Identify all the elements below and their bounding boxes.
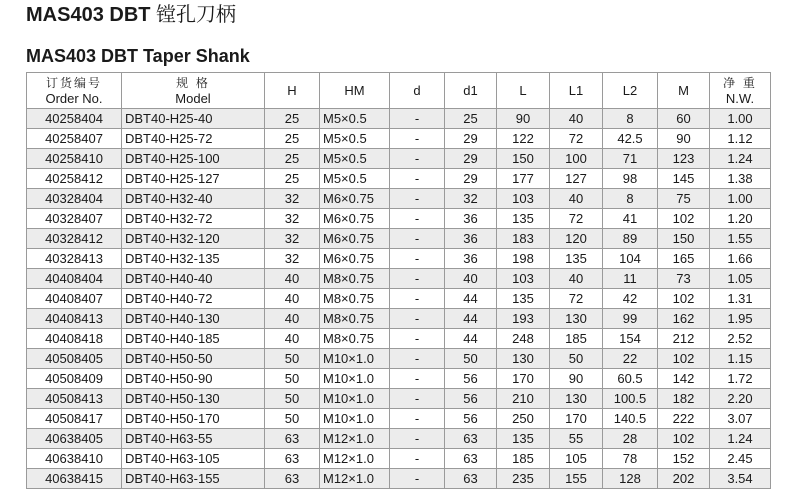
cell-l2: 100.5 (603, 389, 658, 409)
cell-nw: 1.15 (710, 349, 771, 369)
cell-nw: 1.95 (710, 309, 771, 329)
cell-m: 162 (658, 309, 710, 329)
table-row (27, 429, 771, 449)
cell-hm: M12×1.0 (320, 429, 390, 449)
cell-l1: 72 (550, 129, 603, 149)
cell-d: - (390, 469, 445, 489)
cell-nw: 1.72 (710, 369, 771, 389)
header-l: L (497, 73, 550, 109)
cell-d1: 25 (445, 109, 497, 129)
cell-d1: 50 (445, 349, 497, 369)
cell-l: 183 (497, 229, 550, 249)
cell-d: - (390, 289, 445, 309)
cell-d1: 63 (445, 469, 497, 489)
cell-order-no: 40408404 (27, 269, 122, 289)
header-h: H (265, 73, 320, 109)
cell-l1: 40 (550, 189, 603, 209)
cell-model: DBT40-H50-50 (122, 349, 265, 369)
cell-d: - (390, 269, 445, 289)
cell-d1: 56 (445, 409, 497, 429)
cell-m: 202 (658, 469, 710, 489)
header-d: d (390, 73, 445, 109)
cell-hm: M10×1.0 (320, 369, 390, 389)
cell-d1: 56 (445, 389, 497, 409)
cell-order-no: 40258410 (27, 149, 122, 169)
cell-d: - (390, 369, 445, 389)
cell-d1: 36 (445, 249, 497, 269)
cell-l2: 89 (603, 229, 658, 249)
cell-nw: 3.54 (710, 469, 771, 489)
cell-model: DBT40-H50-130 (122, 389, 265, 409)
cell-hm: M5×0.5 (320, 129, 390, 149)
cell-l2: 78 (603, 449, 658, 469)
cell-nw: 2.52 (710, 329, 771, 349)
cell-model: DBT40-H32-120 (122, 229, 265, 249)
cell-d: - (390, 129, 445, 149)
cell-d1: 44 (445, 329, 497, 349)
cell-l1: 100 (550, 149, 603, 169)
cell-hm: M8×0.75 (320, 289, 390, 309)
cell-d1: 32 (445, 189, 497, 209)
cell-m: 60 (658, 109, 710, 129)
cell-nw: 1.24 (710, 149, 771, 169)
cell-hm: M6×0.75 (320, 189, 390, 209)
cell-model: DBT40-H25-40 (122, 109, 265, 129)
table-row (27, 109, 771, 129)
cell-l2: 42 (603, 289, 658, 309)
cell-l: 103 (497, 189, 550, 209)
cell-h: 32 (265, 229, 320, 249)
cell-hm: M10×1.0 (320, 349, 390, 369)
cell-d1: 44 (445, 289, 497, 309)
table-row (27, 129, 771, 149)
cell-l: 122 (497, 129, 550, 149)
cell-m: 152 (658, 449, 710, 469)
cell-h: 50 (265, 349, 320, 369)
cell-l: 185 (497, 449, 550, 469)
cell-nw: 1.00 (710, 109, 771, 129)
cell-order-no: 40328404 (27, 189, 122, 209)
cell-l: 193 (497, 309, 550, 329)
cell-m: 102 (658, 429, 710, 449)
cell-m: 123 (658, 149, 710, 169)
header-order-cn: 订货编号 (45, 75, 102, 90)
cell-l: 103 (497, 269, 550, 289)
cell-h: 32 (265, 189, 320, 209)
cell-nw: 1.12 (710, 129, 771, 149)
cell-d: - (390, 249, 445, 269)
table-row (27, 449, 771, 469)
cell-d: - (390, 409, 445, 429)
cell-l1: 40 (550, 269, 603, 289)
cell-h: 40 (265, 269, 320, 289)
cell-l1: 50 (550, 349, 603, 369)
cell-l: 198 (497, 249, 550, 269)
cell-l2: 98 (603, 169, 658, 189)
cell-model: DBT40-H25-72 (122, 129, 265, 149)
cell-m: 102 (658, 209, 710, 229)
cell-hm: M6×0.75 (320, 229, 390, 249)
cell-hm: M12×1.0 (320, 469, 390, 489)
cell-l1: 170 (550, 409, 603, 429)
cell-d: - (390, 389, 445, 409)
cell-d: - (390, 449, 445, 469)
cell-m: 73 (658, 269, 710, 289)
cell-h: 63 (265, 449, 320, 469)
cell-model: DBT40-H32-40 (122, 189, 265, 209)
cell-l2: 104 (603, 249, 658, 269)
table-row (27, 249, 771, 269)
cell-order-no: 40508405 (27, 349, 122, 369)
cell-nw: 1.31 (710, 289, 771, 309)
cell-d1: 63 (445, 429, 497, 449)
cell-order-no: 40328407 (27, 209, 122, 229)
cell-m: 90 (658, 129, 710, 149)
cell-nw: 1.66 (710, 249, 771, 269)
cell-order-no: 40408413 (27, 309, 122, 329)
cell-l1: 90 (550, 369, 603, 389)
cell-l2: 71 (603, 149, 658, 169)
cell-model: DBT40-H40-40 (122, 269, 265, 289)
cell-h: 25 (265, 169, 320, 189)
cell-d1: 56 (445, 369, 497, 389)
cell-m: 145 (658, 169, 710, 189)
cell-d: - (390, 149, 445, 169)
table-row (27, 389, 771, 409)
cell-l: 130 (497, 349, 550, 369)
cell-d: - (390, 309, 445, 329)
header-nw-cn: 净 重 (723, 75, 757, 90)
cell-order-no: 40258412 (27, 169, 122, 189)
cell-h: 25 (265, 149, 320, 169)
table-row (27, 269, 771, 289)
table-header (27, 73, 771, 109)
cell-hm: M5×0.5 (320, 169, 390, 189)
cell-order-no: 40508409 (27, 369, 122, 389)
cell-l1: 105 (550, 449, 603, 469)
cell-m: 212 (658, 329, 710, 349)
table-row (27, 289, 771, 309)
cell-l2: 99 (603, 309, 658, 329)
cell-l1: 155 (550, 469, 603, 489)
table-row (27, 309, 771, 329)
cell-nw: 1.00 (710, 189, 771, 209)
table-row (27, 349, 771, 369)
cell-h: 63 (265, 469, 320, 489)
cell-l: 135 (497, 429, 550, 449)
header-nw-en: N.W. (725, 90, 755, 106)
cell-nw: 1.55 (710, 229, 771, 249)
cell-model: DBT40-H25-100 (122, 149, 265, 169)
cell-nw: 3.07 (710, 409, 771, 429)
cell-m: 150 (658, 229, 710, 249)
table-row (27, 229, 771, 249)
cell-l2: 42.5 (603, 129, 658, 149)
cell-nw: 2.45 (710, 449, 771, 469)
cell-l2: 140.5 (603, 409, 658, 429)
table-row (27, 209, 771, 229)
cell-l2: 128 (603, 469, 658, 489)
cell-l: 210 (497, 389, 550, 409)
cell-l2: 11 (603, 269, 658, 289)
cell-l1: 72 (550, 209, 603, 229)
cell-l1: 185 (550, 329, 603, 349)
table-row (27, 169, 771, 189)
cell-d1: 29 (445, 169, 497, 189)
table-row (27, 409, 771, 429)
cell-hm: M6×0.75 (320, 209, 390, 229)
cell-model: DBT40-H63-105 (122, 449, 265, 469)
cell-d: - (390, 109, 445, 129)
cell-order-no: 40328413 (27, 249, 122, 269)
header-model-en: Model (175, 90, 211, 106)
cell-h: 32 (265, 209, 320, 229)
cell-l2: 22 (603, 349, 658, 369)
cell-h: 40 (265, 289, 320, 309)
cell-hm: M5×0.5 (320, 109, 390, 129)
cell-order-no: 40638405 (27, 429, 122, 449)
cell-model: DBT40-H40-185 (122, 329, 265, 349)
cell-d1: 44 (445, 309, 497, 329)
cell-d1: 36 (445, 209, 497, 229)
header-nw (710, 73, 771, 109)
cell-d1: 63 (445, 449, 497, 469)
table-row (27, 189, 771, 209)
table-body (27, 109, 771, 489)
cell-l: 135 (497, 289, 550, 309)
cell-hm: M8×0.75 (320, 309, 390, 329)
cell-order-no: 40638410 (27, 449, 122, 469)
table-row (27, 369, 771, 389)
cell-l2: 28 (603, 429, 658, 449)
cell-d: - (390, 329, 445, 349)
title-model-code: MAS403 DBT (26, 4, 151, 26)
cell-nw: 1.38 (710, 169, 771, 189)
cell-l: 135 (497, 209, 550, 229)
cell-hm: M5×0.5 (320, 149, 390, 169)
cell-nw: 1.05 (710, 269, 771, 289)
cell-l: 150 (497, 149, 550, 169)
cell-hm: M8×0.75 (320, 269, 390, 289)
cell-l1: 55 (550, 429, 603, 449)
cell-nw: 1.24 (710, 429, 771, 449)
cell-d1: 36 (445, 229, 497, 249)
cell-model: DBT40-H25-127 (122, 169, 265, 189)
cell-l: 235 (497, 469, 550, 489)
cell-l: 250 (497, 409, 550, 429)
cell-d1: 40 (445, 269, 497, 289)
cell-d1: 29 (445, 149, 497, 169)
cell-model: DBT40-H50-90 (122, 369, 265, 389)
cell-l1: 127 (550, 169, 603, 189)
cell-nw: 2.20 (710, 389, 771, 409)
cell-nw: 1.20 (710, 209, 771, 229)
cell-l: 90 (497, 109, 550, 129)
cell-hm: M8×0.75 (320, 329, 390, 349)
header-order-en: Order No. (45, 90, 103, 106)
cell-d: - (390, 349, 445, 369)
cell-m: 75 (658, 189, 710, 209)
cell-h: 25 (265, 129, 320, 149)
cell-h: 63 (265, 429, 320, 449)
cell-l1: 120 (550, 229, 603, 249)
header-m: M (658, 73, 710, 109)
cell-l2: 8 (603, 189, 658, 209)
cell-l2: 8 (603, 109, 658, 129)
page-subtitle: MAS403 DBT Taper Shank (26, 46, 250, 66)
cell-model: DBT40-H40-72 (122, 289, 265, 309)
cell-l1: 130 (550, 389, 603, 409)
cell-order-no: 40258404 (27, 109, 122, 129)
cell-order-no: 40408418 (27, 329, 122, 349)
cell-m: 102 (658, 349, 710, 369)
cell-d: - (390, 169, 445, 189)
cell-l: 248 (497, 329, 550, 349)
cell-model: DBT40-H63-55 (122, 429, 265, 449)
cell-l1: 72 (550, 289, 603, 309)
cell-d1: 29 (445, 129, 497, 149)
cell-l: 170 (497, 369, 550, 389)
cell-m: 102 (658, 289, 710, 309)
cell-m: 182 (658, 389, 710, 409)
cell-d: - (390, 429, 445, 449)
table-row (27, 149, 771, 169)
table-row (27, 469, 771, 489)
cell-d: - (390, 209, 445, 229)
cell-l1: 130 (550, 309, 603, 329)
cell-hm: M10×1.0 (320, 409, 390, 429)
cell-model: DBT40-H40-130 (122, 309, 265, 329)
cell-h: 40 (265, 329, 320, 349)
page-title (26, 2, 236, 27)
cell-model: DBT40-H63-155 (122, 469, 265, 489)
cell-h: 50 (265, 409, 320, 429)
cell-d: - (390, 229, 445, 249)
cell-hm: M6×0.75 (320, 249, 390, 269)
cell-l2: 60.5 (603, 369, 658, 389)
cell-hm: M12×1.0 (320, 449, 390, 469)
header-hm: HM (320, 73, 390, 109)
cell-model: DBT40-H50-170 (122, 409, 265, 429)
cell-hm: M10×1.0 (320, 389, 390, 409)
header-order-no (27, 73, 122, 109)
cell-l1: 135 (550, 249, 603, 269)
table-row (27, 329, 771, 349)
cell-model: DBT40-H32-135 (122, 249, 265, 269)
header-model-cn: 规 格 (176, 75, 210, 90)
cell-order-no: 40328412 (27, 229, 122, 249)
cell-order-no: 40408407 (27, 289, 122, 309)
title-cn-name: 镗孔刀柄 (156, 2, 237, 26)
cell-l2: 154 (603, 329, 658, 349)
header-model (122, 73, 265, 109)
header-d1: d1 (445, 73, 497, 109)
cell-order-no: 40508417 (27, 409, 122, 429)
spec-table (26, 72, 771, 489)
cell-l2: 41 (603, 209, 658, 229)
cell-m: 222 (658, 409, 710, 429)
cell-model: DBT40-H32-72 (122, 209, 265, 229)
header-l1: L1 (550, 73, 603, 109)
cell-h: 32 (265, 249, 320, 269)
cell-order-no: 40258407 (27, 129, 122, 149)
cell-h: 40 (265, 309, 320, 329)
cell-d: - (390, 189, 445, 209)
cell-order-no: 40638415 (27, 469, 122, 489)
header-l2: L2 (603, 73, 658, 109)
cell-h: 25 (265, 109, 320, 129)
cell-h: 50 (265, 389, 320, 409)
cell-l: 177 (497, 169, 550, 189)
cell-order-no: 40508413 (27, 389, 122, 409)
cell-h: 50 (265, 369, 320, 389)
cell-m: 142 (658, 369, 710, 389)
cell-l1: 40 (550, 109, 603, 129)
cell-m: 165 (658, 249, 710, 269)
